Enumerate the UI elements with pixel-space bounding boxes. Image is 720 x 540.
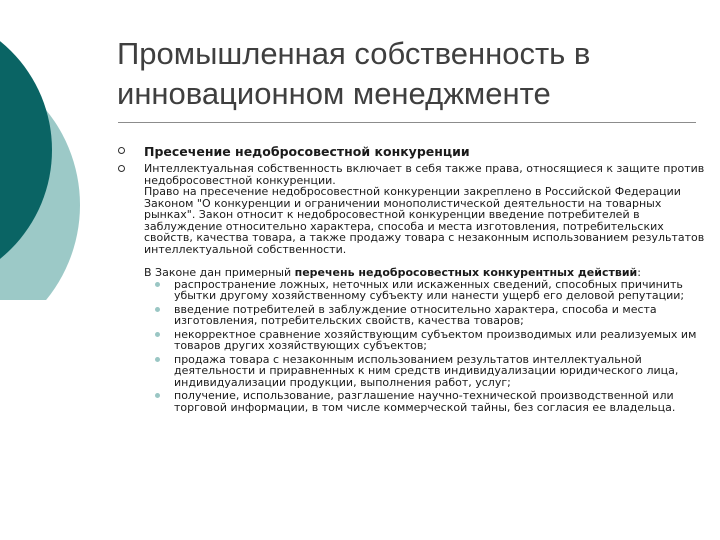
section-heading: Пресечение недобросовестной конкуренции	[144, 144, 470, 159]
slide-content	[117, 145, 707, 413]
dot-bullet-icon	[155, 393, 160, 398]
dot-bullet-icon	[155, 282, 160, 287]
list-intro-bold: перечень недобросовестных конкурентных действий	[294, 266, 638, 279]
paragraph-1: Интеллектуальная собственность включает в себя также права, относящиеся к защите против недобросовестной конкуренции.	[144, 162, 705, 187]
list-intro-prefix: В Законе дан примерный	[144, 266, 295, 279]
slide-decoration	[0, 0, 110, 300]
dot-bullet-icon	[155, 332, 160, 337]
title-line-2: инновационном менеджменте	[117, 76, 551, 111]
title-divider	[118, 122, 696, 123]
list-intro-suffix: :	[637, 266, 641, 279]
list-item: некорректное сравнение хозяйствующим субъектом производимых или реализуемых им товаров других хозяйствующих субъектов;	[144, 329, 707, 352]
list-item: получение, использование, разглашение научно-технической производственной или торговой информации, в том числе коммерческой тайны, без согласия ее владельца.	[144, 390, 707, 413]
dot-bullet-icon	[155, 357, 160, 362]
bullet-body	[117, 163, 707, 413]
slide-title	[117, 34, 697, 114]
dot-bullet-icon	[155, 307, 160, 312]
unfair-actions-list	[144, 279, 707, 414]
list-item: введение потребителей в заблуждение относительно характера, способа и места изготовления, потребительских свойств, качества товаров;	[144, 304, 707, 327]
ring-bullet-icon	[118, 165, 125, 172]
title-line-1: Промышленная собственность в	[117, 36, 591, 71]
ring-bullet-icon	[118, 147, 125, 154]
list-item: распространение ложных, неточных или искаженных сведений, способных причинить убытки другому хозяйственному субъекту или нанести ущерб его деловой репутации;	[144, 279, 707, 302]
list-item: продажа товара с незаконным использованием результатов интеллектуальной деятельности и приравненных к ним средств индивидуализации юридического лица, индивидуализации продукции, выполнения работ, услуг;	[144, 354, 707, 389]
paragraph-2: Право на пресечение недобросовестной конкуренции закреплено в Российской Федерации Законом "О конкуренции и ограничении монополистической деятельности на товарных рынках". Закон относит к недобросовестной конкуренции введение потребителей в заблуждение относительно характера, способа и места изготовления, потребительских свойств, качества товара, а также продажу товара с незаконным использованием результатов интеллектуальной собственности.	[144, 185, 705, 256]
bullet-heading	[117, 145, 707, 159]
